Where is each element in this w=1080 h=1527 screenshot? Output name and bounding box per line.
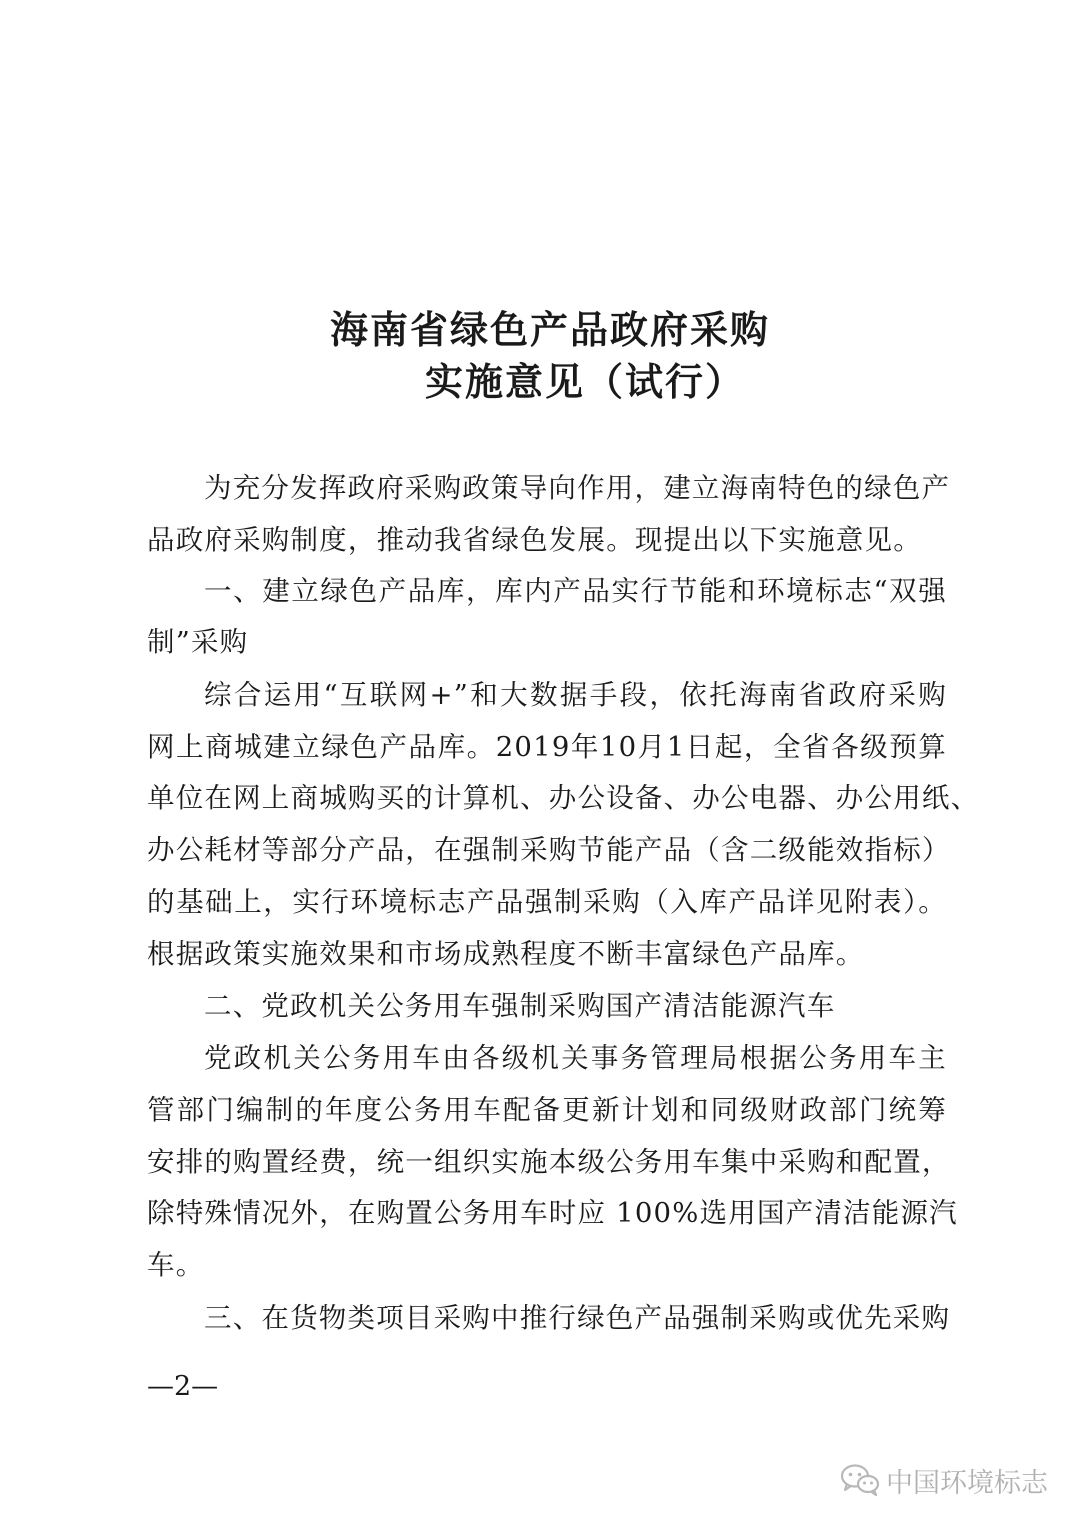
body-line: 为充分发挥政府采购政策导向作用，建立海南特色的绿色产 [204,472,951,504]
page-number: —2— [147,1371,219,1402]
watermark-text: 中国环境标志 [886,1467,1048,1499]
body-line: 办公耗材等部分产品，在强制采购节能产品（含二级能效指标） [147,834,951,866]
body-line: 安排的购置经费，统一组织实施本级公务用车集中采购和配置， [147,1146,951,1178]
body-line: 网上商城建立绿色产品库。2019年10月1日起，全省各级预算 [147,731,947,763]
body-line: 车。 [147,1249,205,1281]
section-heading-1-cont: 制”采购 [147,626,249,658]
section-heading-2: 二、党政机关公务用车强制采购国产清洁能源汽车 [204,990,836,1022]
body-line: 除特殊情况外，在购置公务用车时应 100%选用国产清洁能源汽 [147,1197,958,1229]
section-heading-1: 一、建立绿色产品库，库内产品实行节能和环境标志“双强 [204,575,947,607]
body-line: 综合运用“互联网+”和大数据手段，依托海南省政府采购 [204,679,947,711]
body-line: 管部门编制的年度公务用车配备更新计划和同级财政部门统筹 [147,1094,947,1126]
body-line: 的基础上，实行环境标志产品强制采购（入库产品详见附表）。 [147,886,947,918]
body-line: 根据政策实施效果和市场成熟程度不断丰富绿色产品库。 [147,938,865,970]
document-title-line-1: 海南省绿色产品政府采购 [329,307,770,352]
watermark [840,1460,1048,1500]
document-title-line-2: 实施意见（试行） [424,359,745,404]
body-line: 党政机关公务用车由各级机关事务管理局根据公务用车主 [204,1042,947,1074]
wechat-icon [840,1463,880,1497]
body-line: 单位在网上商城购买的计算机、办公设备、办公电器、办公用纸、 [147,782,980,814]
section-heading-3: 三、在货物类项目采购中推行绿色产品强制采购或优先采购 [204,1302,951,1334]
body-line: 品政府采购制度，推动我省绿色发展。现提出以下实施意见。 [147,524,922,556]
